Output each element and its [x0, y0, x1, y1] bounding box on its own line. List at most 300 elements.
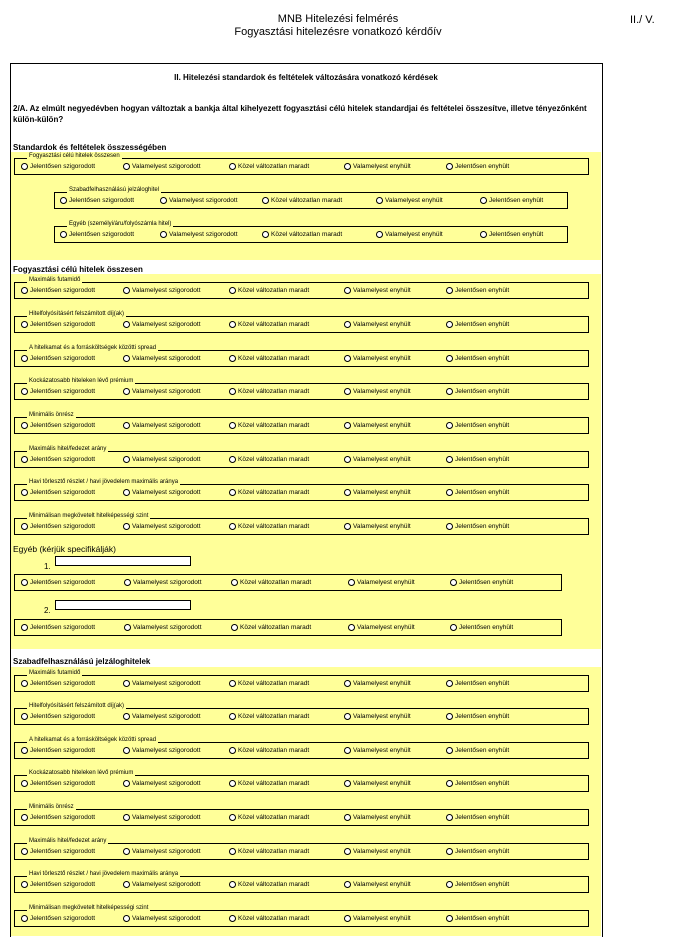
radio-label: Valamelyest szigorodott [132, 489, 201, 496]
group-legend: Szabadfelhasználású jelzáloghitel [69, 187, 160, 193]
radio-button[interactable] [376, 197, 383, 204]
radio-button[interactable] [344, 881, 351, 888]
radio-option[interactable] [124, 578, 202, 587]
radio-option[interactable] [123, 779, 201, 788]
option-group [14, 412, 589, 434]
group-legend: Egyéb (személyi/áru/folyószámla hitel) [69, 221, 172, 227]
radio-option[interactable] [229, 914, 309, 923]
radio-label: Valamelyest szigorodott [132, 747, 201, 754]
radio-option[interactable] [344, 162, 411, 171]
group-legend: Hitelfolyósításért felszámított díj(ak) [29, 311, 125, 317]
radio-button[interactable] [123, 321, 130, 328]
radio-option[interactable] [344, 712, 411, 721]
radio-option[interactable] [21, 623, 95, 632]
radio-button[interactable] [21, 680, 28, 687]
radio-option[interactable] [450, 623, 513, 632]
radio-option[interactable] [21, 421, 95, 430]
radio-option[interactable] [446, 880, 509, 889]
radio-button[interactable] [348, 579, 355, 586]
radio-button[interactable] [229, 780, 236, 787]
radio-button[interactable] [446, 163, 453, 170]
radio-option[interactable] [344, 320, 411, 329]
radio-option[interactable] [229, 779, 309, 788]
radio-option[interactable] [344, 354, 411, 363]
radio-option[interactable] [229, 746, 309, 755]
radio-button[interactable] [446, 355, 453, 362]
radio-button[interactable] [229, 422, 236, 429]
radio-label: Valamelyest enyhült [353, 848, 411, 855]
radio-label: Valamelyest szigorodott [132, 321, 201, 328]
radio-button[interactable] [446, 388, 453, 395]
radio-button[interactable] [229, 355, 236, 362]
radio-button[interactable] [446, 848, 453, 855]
radio-option[interactable] [231, 623, 311, 632]
radio-button[interactable] [344, 163, 351, 170]
radio-button[interactable] [344, 388, 351, 395]
radio-option[interactable] [123, 914, 201, 923]
radio-option[interactable] [123, 162, 201, 171]
radio-button[interactable] [446, 680, 453, 687]
group-legend: A hitelkamat és a forrásköltségek közötti spread [29, 345, 157, 351]
radio-option[interactable] [21, 578, 95, 587]
radio-option[interactable] [446, 320, 509, 329]
radio-option[interactable] [446, 522, 509, 531]
radio-label: Valamelyest enyhült [353, 915, 411, 922]
option-group [14, 378, 589, 400]
radio-label: Valamelyest szigorodott [132, 355, 201, 362]
radio-label: Valamelyest szigorodott [132, 881, 201, 888]
radio-option[interactable] [21, 286, 95, 295]
radio-option[interactable] [446, 421, 509, 430]
radio-label: Jelentősen szigorodott [30, 780, 96, 787]
radio-button[interactable] [21, 422, 28, 429]
radio-option[interactable] [446, 387, 509, 396]
radio-option[interactable] [21, 320, 95, 329]
radio-option[interactable] [262, 230, 342, 239]
radio-option[interactable] [446, 813, 509, 822]
radio-button[interactable] [446, 321, 453, 328]
option-group [14, 513, 589, 535]
radio-button[interactable] [21, 747, 28, 754]
radio-option[interactable] [124, 623, 202, 632]
radio-label: Valamelyest szigorodott [132, 780, 201, 787]
radio-button[interactable] [21, 523, 28, 530]
radio-button[interactable] [60, 231, 67, 238]
radio-option[interactable] [123, 488, 201, 497]
radio-option[interactable] [123, 880, 201, 889]
radio-button[interactable] [21, 780, 28, 787]
radio-option[interactable] [229, 679, 309, 688]
radio-label: Közel változatlan maradt [238, 321, 310, 328]
radio-option[interactable] [123, 455, 201, 464]
option-group [14, 871, 589, 893]
radio-label: Közel változatlan maradt [238, 489, 310, 496]
radio-button[interactable] [344, 814, 351, 821]
radio-label: Valamelyest enyhült [357, 624, 415, 631]
radio-button[interactable] [344, 713, 351, 720]
radio-button[interactable] [21, 321, 28, 328]
radio-button[interactable] [123, 163, 130, 170]
radio-label: Valamelyest enyhült [385, 197, 443, 204]
section-title: II. Hitelezési standardok és feltételek változására vonatkozó kérdések [174, 73, 438, 82]
radio-button[interactable] [446, 489, 453, 496]
radio-label: Valamelyest enyhült [353, 489, 411, 496]
radio-button[interactable] [123, 713, 130, 720]
radio-button[interactable] [123, 287, 130, 294]
radio-label: Jelentősen szigorodott [30, 624, 96, 631]
radio-button[interactable] [60, 197, 67, 204]
radio-button[interactable] [344, 523, 351, 530]
radio-option[interactable] [21, 914, 95, 923]
radio-option[interactable] [446, 779, 509, 788]
radio-option[interactable] [446, 162, 509, 171]
radio-option[interactable] [21, 712, 95, 721]
radio-option[interactable] [229, 286, 309, 295]
radio-label: Közel változatlan maradt [238, 523, 310, 530]
radio-button[interactable] [123, 355, 130, 362]
radio-label: Jelentősen szigorodott [30, 881, 96, 888]
radio-label: Jelentősen szigorodott [30, 321, 96, 328]
radio-button[interactable] [450, 579, 457, 586]
radio-button[interactable] [231, 624, 238, 631]
radio-button[interactable] [21, 456, 28, 463]
radio-option[interactable] [262, 196, 342, 205]
group-legend: Kockázatosabb hiteleken lévő prémium [29, 770, 134, 776]
radio-option[interactable] [344, 880, 411, 889]
radio-button[interactable] [480, 231, 487, 238]
radio-button[interactable] [123, 456, 130, 463]
radio-button[interactable] [21, 848, 28, 855]
radio-option[interactable] [21, 455, 95, 464]
radio-button[interactable] [123, 814, 130, 821]
radio-label: Jelentősen enyhült [455, 881, 510, 888]
radio-label: Jelentősen szigorodott [30, 915, 96, 922]
radio-button[interactable] [229, 163, 236, 170]
radio-label: Jelentősen szigorodott [30, 814, 96, 821]
radio-button[interactable] [160, 197, 167, 204]
radio-button[interactable] [229, 881, 236, 888]
radio-option[interactable] [344, 746, 411, 755]
group-legend: Maximális futamidő [29, 277, 81, 283]
radio-button[interactable] [344, 287, 351, 294]
radio-button[interactable] [480, 197, 487, 204]
radio-button[interactable] [229, 680, 236, 687]
group-legend: Hitelfolyósításért felszámított díj(ak) [29, 703, 125, 709]
radio-option[interactable] [229, 522, 309, 531]
option-group [54, 187, 568, 209]
radio-option[interactable] [123, 354, 201, 363]
radio-button[interactable] [123, 747, 130, 754]
radio-option[interactable] [229, 847, 309, 856]
option-group [14, 479, 589, 501]
radio-label: Valamelyest szigorodott [133, 579, 202, 586]
radio-option[interactable] [229, 354, 309, 363]
radio-button[interactable] [344, 321, 351, 328]
radio-option[interactable] [344, 455, 411, 464]
radio-option[interactable] [348, 578, 415, 587]
radio-option[interactable] [446, 712, 509, 721]
radio-option[interactable] [123, 746, 201, 755]
radio-option[interactable] [60, 196, 134, 205]
radio-button[interactable] [344, 355, 351, 362]
group-legend: Fogyasztási célú hitelek összesen [29, 153, 120, 159]
radio-button[interactable] [21, 287, 28, 294]
radio-button[interactable] [446, 881, 453, 888]
radio-option[interactable] [21, 522, 95, 531]
radio-option[interactable] [21, 387, 95, 396]
radio-label: Jelentősen szigorodott [30, 523, 96, 530]
radio-label: Közel változatlan maradt [238, 780, 310, 787]
radio-button[interactable] [344, 915, 351, 922]
radio-button[interactable] [123, 523, 130, 530]
radio-option[interactable] [160, 230, 238, 239]
radio-button[interactable] [446, 713, 453, 720]
radio-button[interactable] [21, 163, 28, 170]
radio-option[interactable] [376, 230, 443, 239]
radio-label: Jelentősen szigorodott [30, 355, 96, 362]
radio-button[interactable] [344, 747, 351, 754]
radio-label: Jelentősen enyhült [455, 523, 510, 530]
radio-label: Közel változatlan maradt [238, 814, 310, 821]
radio-option[interactable] [123, 320, 201, 329]
radio-option[interactable] [21, 746, 95, 755]
radio-option[interactable] [160, 196, 238, 205]
radio-button[interactable] [21, 355, 28, 362]
radio-label: Jelentősen enyhült [455, 747, 510, 754]
radio-label: Közel változatlan maradt [240, 624, 312, 631]
radio-button[interactable] [231, 579, 238, 586]
group-legend: Maximális hitel/fedezet arány [29, 838, 107, 844]
radio-label: Közel változatlan maradt [271, 197, 343, 204]
radio-label: Jelentősen enyhült [455, 456, 510, 463]
radio-option[interactable] [229, 162, 309, 171]
radio-button[interactable] [446, 422, 453, 429]
option-group [54, 221, 568, 243]
radio-button[interactable] [123, 680, 130, 687]
radio-label: Valamelyest szigorodott [169, 231, 238, 238]
radio-option[interactable] [123, 847, 201, 856]
form-title: MNB Hitelezési felmérés [277, 13, 399, 25]
other-item-number: 2. [44, 606, 51, 615]
radio-label: Valamelyest szigorodott [132, 163, 201, 170]
radio-label: Valamelyest enyhült [353, 881, 411, 888]
group-legend: Havi törlesztő részlet / havi jövedelem maximális aránya [29, 871, 179, 877]
radio-option[interactable] [229, 488, 309, 497]
radio-option[interactable] [348, 623, 415, 632]
radio-option[interactable] [446, 286, 509, 295]
radio-button[interactable] [446, 456, 453, 463]
radio-option[interactable] [446, 354, 509, 363]
option-group [14, 670, 589, 692]
radio-label: Közel változatlan maradt [238, 713, 310, 720]
radio-button[interactable] [229, 523, 236, 530]
radio-button[interactable] [229, 287, 236, 294]
radio-button[interactable] [229, 848, 236, 855]
radio-label: Jelentősen szigorodott [30, 747, 96, 754]
radio-option[interactable] [446, 679, 509, 688]
radio-label: Valamelyest enyhült [353, 780, 411, 787]
option-group [14, 619, 562, 636]
radio-button[interactable] [21, 624, 28, 631]
group-legend: Minimális önrész [29, 412, 74, 418]
radio-option[interactable] [229, 387, 309, 396]
option-group [14, 770, 589, 792]
radio-option[interactable] [21, 162, 95, 171]
radio-button[interactable] [229, 713, 236, 720]
option-group [14, 277, 589, 299]
radio-button[interactable] [229, 388, 236, 395]
radio-label: Valamelyest enyhült [353, 321, 411, 328]
radio-label: Valamelyest szigorodott [132, 915, 201, 922]
radio-label: Jelentősen enyhült [455, 848, 510, 855]
option-group [14, 703, 589, 725]
radio-button[interactable] [21, 915, 28, 922]
radio-button[interactable] [344, 780, 351, 787]
radio-option[interactable] [344, 387, 411, 396]
radio-button[interactable] [229, 915, 236, 922]
radio-option[interactable] [229, 320, 309, 329]
radio-button[interactable] [21, 881, 28, 888]
radio-option[interactable] [123, 421, 201, 430]
radio-option[interactable] [446, 488, 509, 497]
radio-button[interactable] [446, 287, 453, 294]
radio-option[interactable] [344, 421, 411, 430]
radio-option[interactable] [446, 455, 509, 464]
radio-button[interactable] [229, 321, 236, 328]
radio-button[interactable] [21, 713, 28, 720]
radio-option[interactable] [229, 421, 309, 430]
other-specify-label: Egyéb (kérjük specifikálják) [13, 544, 116, 554]
radio-button[interactable] [262, 197, 269, 204]
radio-button[interactable] [123, 780, 130, 787]
radio-button[interactable] [446, 780, 453, 787]
radio-option[interactable] [21, 679, 95, 688]
radio-label: Közel változatlan maradt [238, 848, 310, 855]
other-specify-input[interactable] [55, 556, 191, 566]
other-specify-input[interactable] [55, 600, 191, 610]
radio-label: Jelentősen enyhült [455, 321, 510, 328]
radio-button[interactable] [229, 814, 236, 821]
radio-button[interactable] [344, 680, 351, 687]
radio-button[interactable] [21, 579, 28, 586]
radio-option[interactable] [344, 847, 411, 856]
radio-label: Közel változatlan maradt [240, 579, 312, 586]
radio-button[interactable] [446, 523, 453, 530]
radio-button[interactable] [450, 624, 457, 631]
radio-label: Valamelyest enyhült [353, 713, 411, 720]
radio-button[interactable] [344, 489, 351, 496]
radio-label: Jelentősen enyhült [455, 163, 510, 170]
radio-option[interactable] [344, 679, 411, 688]
radio-button[interactable] [446, 747, 453, 754]
radio-option[interactable] [344, 779, 411, 788]
radio-option[interactable] [123, 712, 201, 721]
radio-option[interactable] [450, 578, 513, 587]
radio-button[interactable] [344, 848, 351, 855]
radio-button[interactable] [344, 422, 351, 429]
radio-button[interactable] [344, 456, 351, 463]
radio-option[interactable] [21, 354, 95, 363]
radio-button[interactable] [21, 814, 28, 821]
radio-option[interactable] [60, 230, 134, 239]
radio-option[interactable] [480, 230, 543, 239]
radio-label: Közel változatlan maradt [238, 355, 310, 362]
radio-label: Valamelyest szigorodott [132, 713, 201, 720]
radio-button[interactable] [229, 489, 236, 496]
radio-label: Jelentősen szigorodott [30, 713, 96, 720]
radio-button[interactable] [160, 231, 167, 238]
radio-label: Valamelyest szigorodott [132, 848, 201, 855]
radio-option[interactable] [480, 196, 543, 205]
radio-option[interactable] [446, 746, 509, 755]
radio-button[interactable] [123, 881, 130, 888]
radio-option[interactable] [344, 914, 411, 923]
radio-button[interactable] [376, 231, 383, 238]
radio-button[interactable] [229, 456, 236, 463]
radio-label: Közel változatlan maradt [238, 287, 310, 294]
radio-option[interactable] [21, 779, 95, 788]
radio-option[interactable] [21, 813, 95, 822]
radio-button[interactable] [123, 848, 130, 855]
radio-button[interactable] [123, 489, 130, 496]
radio-option[interactable] [123, 813, 201, 822]
radio-button[interactable] [124, 624, 131, 631]
radio-option[interactable] [229, 455, 309, 464]
option-group [14, 737, 589, 759]
radio-option[interactable] [446, 847, 509, 856]
radio-button[interactable] [348, 624, 355, 631]
radio-option[interactable] [344, 488, 411, 497]
radio-label: Jelentősen szigorodott [30, 680, 96, 687]
radio-label: Jelentősen enyhült [455, 388, 510, 395]
radio-option[interactable] [123, 286, 201, 295]
option-group [14, 446, 589, 468]
radio-label: Jelentősen enyhült [455, 680, 510, 687]
group-legend: Minimálisan megkövetelt hitelképességi szint [29, 513, 149, 519]
radio-option[interactable] [21, 880, 95, 889]
radio-label: Valamelyest enyhült [353, 814, 411, 821]
question-text: 2/A. Az elmúlt negyedévben hogyan változtak a bankja által kihelyezett fogyasztási célú hitelek standardjai és feltételei összesítve, illetve tényezőnként külön-külön? [13, 104, 587, 124]
radio-button[interactable] [123, 915, 130, 922]
radio-label: Jelentősen enyhült [455, 489, 510, 496]
radio-option[interactable] [344, 286, 411, 295]
radio-label: Jelentősen enyhült [455, 713, 510, 720]
radio-option[interactable] [229, 880, 309, 889]
radio-button[interactable] [123, 388, 130, 395]
radio-option[interactable] [21, 847, 95, 856]
radio-label: Jelentősen szigorodott [30, 848, 96, 855]
radio-option[interactable] [123, 679, 201, 688]
radio-button[interactable] [21, 388, 28, 395]
radio-button[interactable] [262, 231, 269, 238]
radio-option[interactable] [344, 522, 411, 531]
radio-button[interactable] [446, 915, 453, 922]
radio-button[interactable] [229, 747, 236, 754]
radio-option[interactable] [376, 196, 443, 205]
radio-option[interactable] [344, 813, 411, 822]
radio-option[interactable] [231, 578, 311, 587]
radio-button[interactable] [446, 814, 453, 821]
radio-button[interactable] [21, 489, 28, 496]
radio-button[interactable] [123, 422, 130, 429]
radio-option[interactable] [123, 522, 201, 531]
radio-option[interactable] [21, 488, 95, 497]
radio-option[interactable] [229, 813, 309, 822]
radio-option[interactable] [446, 914, 509, 923]
radio-option[interactable] [229, 712, 309, 721]
radio-option[interactable] [123, 387, 201, 396]
radio-button[interactable] [124, 579, 131, 586]
